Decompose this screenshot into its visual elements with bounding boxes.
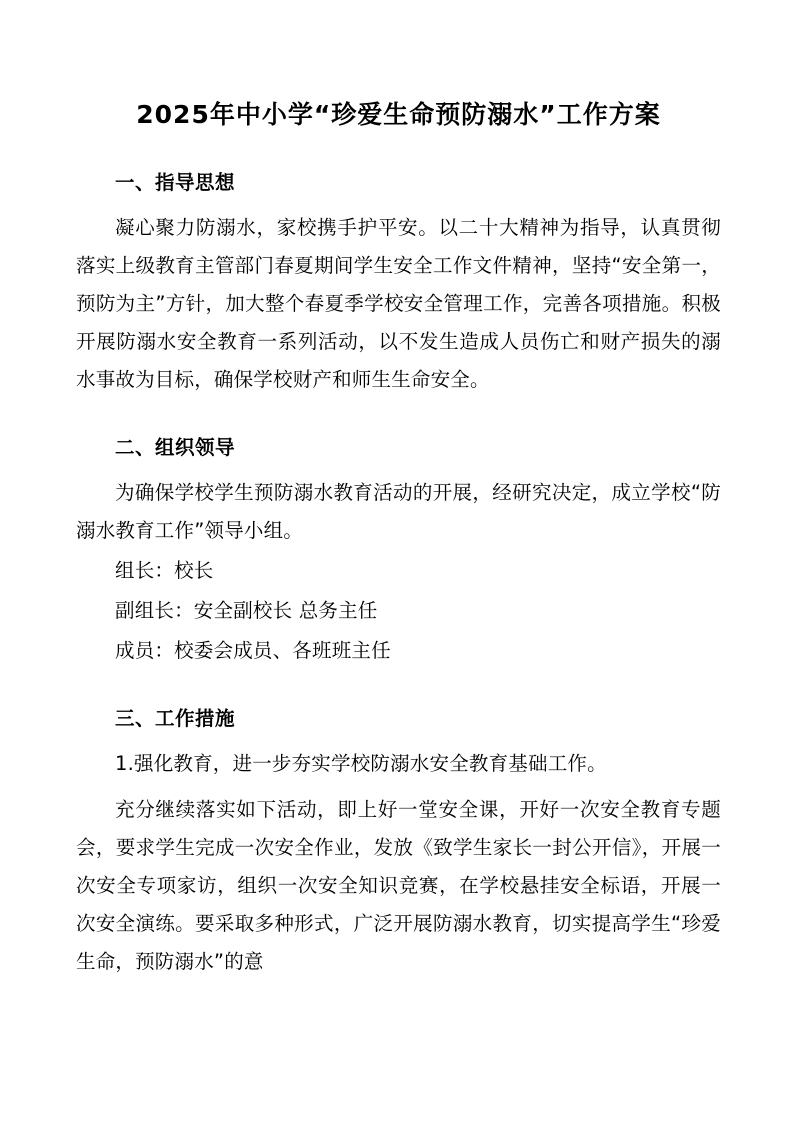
section-heading-2: 二、组织领导 (115, 435, 236, 459)
paragraph-deputy-leader: 副组长：安全副校长 总务主任 (115, 598, 378, 622)
paragraph: 为确保学校学生预防溺水教育活动的开展，经研究决定，成立学校“防溺水教育工作”领导小组。 (76, 480, 721, 542)
section-heading-3: 三、工作措施 (115, 706, 236, 730)
page-title: 2025年中小学“珍爱生命预防溺水”工作方案 (136, 100, 661, 129)
paragraph: 充分继续落实如下活动，即上好一堂安全课，开好一次安全教育专题会，要求学生完成一次安全作业，发放《致学生家长一封公开信》，开展一次安全专项家访，组织一次安全知识竞赛，在学校悬挂安全标语，开展一次安全演练。要采取多种形式，广泛开展防溺水教育，切实提高学生“珍爱生命，预防溺水”的意 (76, 797, 721, 973)
paragraph-members: 成员：校委会成员、各班班主任 (115, 638, 391, 662)
section-heading-1: 一、指导思想 (115, 170, 236, 194)
paragraph-leader: 组长：校长 (115, 558, 214, 582)
paragraph-measure-1: 1.强化教育，进一步夯实学校防溺水安全教育基础工作。 (115, 751, 607, 775)
paragraph: 凝心聚力防溺水，家校携手护平安。以二十大精神为指导，认真贯彻落实上级教育主管部门春夏期间学生安全工作文件精神，坚持“安全第一，预防为主”方针，加大整个春夏季学校安全管理工作，完善各项措施。积极开展防溺水安全教育一系列活动，以不发生造成人员伤亡和财产损失的溺水事故为目标，确保学校财产和师生生命安全。 (76, 215, 721, 391)
